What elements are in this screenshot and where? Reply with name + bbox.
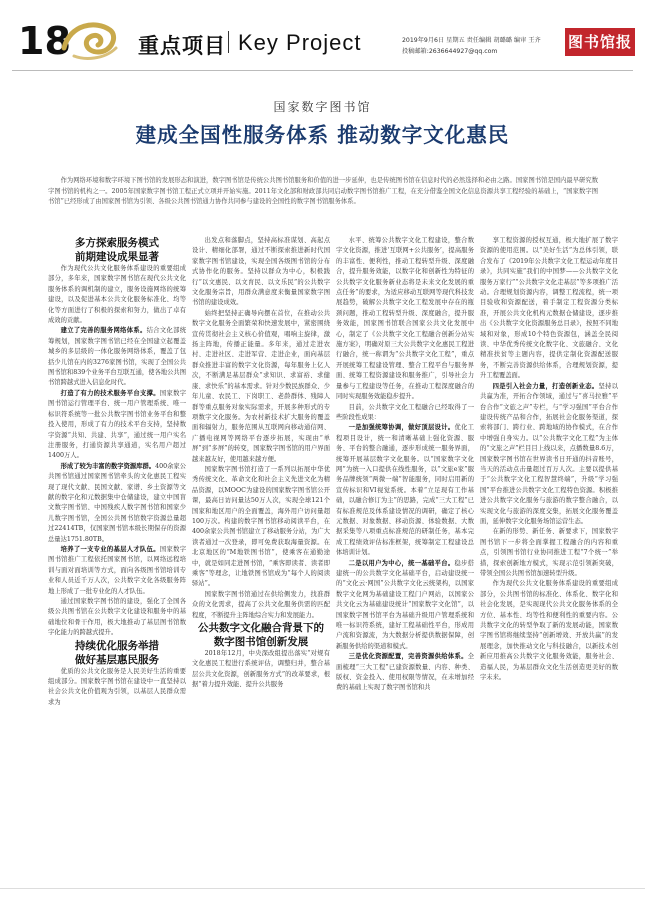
column-1-heading-2: 持续优化服务举措 做好基层惠民服务: [75, 639, 159, 666]
decorative-swirl-logo: [60, 18, 120, 62]
issue-date-editors: 2019年9月6日 星期五 责任编辑 胡璐璐 编审 王齐: [402, 37, 541, 44]
paragraph: 水平、统筹公共数字文化工程建设，整合数字文化资源，推进‘互联网+公共服务’，提高服务的丰富性、便利性，推动工程转型升级、深度融合，提升服务效能，以数字化和创新性为特征的公共数字文化服务新业态将是未来文化发展的重点任务”的要求，为适应移动互联网等现代科技发展趋势，破解公共数字文化工程发展中存在的瓶颈问题，推动工程转型升级、深度融合，提升服务效能，国家图书馆联合国家公共文化发展中心，制定了《公共数字文化工程融合创新分站实施方案》，明确对原三大公共数字文化惠民工程进行融合，统一称谓为“公共数字文化工程”，重点开展统筹工程建设管理、整合工程平台与服务界面、统筹工程资源建设和服务推广，引导社会力量参与工程建设等任务，在推动工程深度融合的同时实现服务效能稳步提升。: [336, 237, 474, 401]
paragraph: 作为现代公共文化服务体系建设的重要组成部分，多年来，国家数字图书馆在现代公共文化服务体系的调机制的建立，服务设施网络的统筹建设，以及促进基本公共文化服务标准化、均等化等方面进行了积极的探索和努力，做出了卓有成效的贡献。: [48, 265, 186, 325]
paragraph: 形成了较为丰富的数字资源库群。400余家公共图书馆通过国家图书馆牵头的文化惠民工程实现了现代文献、民国文献、家谱、乡土资源等文献的数字化和元数据集中仓储建设，建立中国盲文数字图书馆、中国残疾人数字图书馆和国家少儿数字图书馆，全国公共图书馆数字资源总量超过22414TB，仅国家图书馆本级长期保存的资源总量达1751.80TB。: [48, 462, 186, 543]
paragraph: 建立了完善的服务网络体系。结合文化部统筹规划，国家数字图书馆已经在全国建立起覆盖城乡的多层级的一体化服务网络体系，覆盖了包括少儿馆在内的3276家图书馆，实现了全国公共图书馆和839个业务平台互联互通，使各地公共图书馆跨越式进入信息化时代。: [48, 327, 186, 387]
page-number: 18: [18, 19, 71, 63]
paragraph: 国家数字图书馆打造了一系列以拓展中华优秀传统文化、革命文化和社会主义先进文化为精品资源，以MOOC为建设的国家数字图书馆公开课，最高日访问量达50万人次，实现全球121个国家和地区用户的全面覆盖，海外用户访问量超100万次。构建的数字图书馆移动阅读平台，在400余家公共图书馆建立了移动服务分站，为广大读者通过一次登录，即可免费获取海量资源。在北京地区的“M地铁图书馆”，使乘客在通勤途中，就是如同走进图书馆，“乘客即读者、读者即乘客”等理念，让地铁图书馆成为“每个人的阅读驿站”。: [192, 465, 330, 588]
paragraph: 出发点和落脚点，坚持高标准谋划、高起点设计、精细化部署，通过不断探索推进新时代国家数字图书馆建设，实现全国各级图书馆的分布式协作化的服务。坚持以群众为中心，积极践行“以文惠民、以文育民、以文乐民”的公共数字文化服务宗旨，用群众满意度来衡量国家数字图书馆的建设成效。: [192, 237, 330, 307]
paragraph: 二是以用户为中心，统一基础平台。稳步搭建统一的公共数字文化基础平台，启动建设统一的“文化云·网国”公共数字文化云统架构，以国家数字文化网为基础建设工程门户网站，以国家公共文化云为基础建设统计“国家数字文化馆”，以国家数字图书馆平台为基础升级用户管理系统和唯一标识符系统，建好工程基础性平台，形成用户流和资源流，为大数据分析提供数据保障，创新服务供给的渠道和模式。: [336, 559, 474, 650]
paragraph: 享工程资源的授权互通，极大地扩展了数字资源的使用范围。以“美好生活”为总体引领，联合发布了《2019年公共数字文化工程运动年度目录》，共同实施“我们的中国梦——公共数字文化服务万家行”“公共数字文化走基层”等多项推广活动。合理规划资源内容，调整工程流程，统一项目验收和资源配送，着手制定工程资源分类标准，开展公共文化机构元数据仓储建设，逐步推出《公共数字文化资源服务总目录》，按照不同地域和对象，形成10个特色资源包，涵盖全民阅读、中华优秀传统文化数字化、文旅融合、文化精准扶贫等主题内容，提供定制化资源配送服务，不断完善资源供给体系，合理规划资源，提升工程覆盖面。: [480, 237, 618, 380]
section-title: 重点项目: [138, 34, 226, 58]
paragraph: 始终把坚持正确导向摆在首位，在推动公共数字文化服务全面繁荣和快速发展中，紧密围绕宣传贯彻社会主义核心价值观，唱响主旋律，激扬主阵地，传播正能量。多年来，通过走进农村、走进社区、走进军营、走进企业，面向基层群众推进丰富的数字文化资源，每年服务上亿人次，不断满足基层群众“求知识、求富裕、求健康、求快乐”的基本需求。针对少数民族群众、少年儿童、农民工、下岗职工、老龄群体、残障人群等重点服务对象实际需求，开展多种形式的专项数字文化服务。为农村新技术扩大服务的覆盖面和辐射力，服务范围从互联网向移动通信网、广播电视网等网络平台逐步拓展，实现由“单屏”到“多屏”的转变，国家数字图书馆的用户界面越来越友好，使用越来越方便。: [192, 309, 330, 463]
section-title-en: Key Project: [238, 30, 362, 55]
submission-email: 投稿邮箱:2636644927@qq.com: [402, 48, 498, 55]
paragraph: 三是优化资源配置，完善资源供给体系。全面梳理“三大工程”已建资源数量、内容、种类、版权、资金投入、使用权限等情况，在未增加经费的基础上实现了数字图书馆和共: [336, 653, 474, 692]
paragraph: 目前，公共数字文化工程融合已经取得了一些阶段性成果：: [336, 403, 474, 421]
issue-info: [402, 35, 562, 57]
article-column-2: [192, 236, 330, 691]
paragraph: 在新的形势、新任务、新要求下，国家数字图书馆下一步将全面掌握工程融合的内容和重点，引领图书馆行业协同推进工程“7个统一”举措，探索创新地方模式，实现示范引领新突破，带领全国公共图书馆加速转型升级。: [480, 528, 618, 577]
paragraph: 四是引入社会力量，打造创新业态。坚持以共赢为准，开拓合作领域，通过与“喜马拉雅”平台合作“文旅之声”专栏，与“学习强国”平台合作建设传统产品和合作，拓展社会化服务渠道，探索将部门、跨行业、跨地域的协作模式，在合作中增强自身实力。以“公共数字文化工程”为主体的“文旅之声”栏目目上线以来，点播数量8.6万，国家数字图书馆在世界读书日开通的抖音账号，当天的活动点击量超过百万人次。主要以提供基于“公共数字文化工程智慧终端”，升级“学习强国”平台推进公共数字文化工程特色资源。积极推进公共数字文化服务与旅游的数字整合融合，以实现文化与旅游的深度交集，拓展文化服务覆盖面，延伸数字文化服务场馆运营生态。: [480, 382, 618, 525]
paragraph: 通过国家数字图书馆的建设，强化了全国各级公共图书馆在公共数字文化建设和服务中的基础地位和骨干作用，极大地推动了基层图书馆数字化能力的跨越式提升。: [48, 598, 186, 637]
paragraph: 优质的公共文化服务是人民美好生活的重要组成部分。国家数字图书馆在建设中一直坚持以社会公共文化价值观为引领，以基层人民群众需求为: [48, 667, 186, 706]
paragraph: 2018年12月，中央深改组提出落实“对规有文化惠民工程进行系统评估，调整归并，整合基层公共文化资源，创新服务方式”的改革要求，根据“着力提升效能、提升公共服务: [192, 650, 330, 689]
section-divider: [228, 31, 229, 53]
paragraph: 培养了一支专业的基层人才队伍。国家数字图书馆推广工程依托国家图书馆，以网络远程培训与面对面培训等方式，面向各级图书馆培训专业和人员近千万人次，公共数字文化各级服务阵地上形成了一批专业化的人才队伍。: [48, 545, 186, 595]
paragraph: 打造了有力的技术服务平台支撑。国家数字图书馆运行管理平台、统一用户管理系统、唯一标识符系统等一批公共数字图书馆业务平台和整投入使用，形成了有力的技术平台支持，坚持数字资源“共知、共建、共享”，通过统一用户实名注册服务，打通资源共享通道，实名用户超过1400万人。: [48, 389, 186, 460]
article-intro: 作为网络环境和数字环境下图书馆的发展形态和演进，数字图书馆是传统公共图书馆服务和价值的进一步延伸，也是传统图书馆在信息时代的必然选择和必由之路。国家图书馆是国内最早研究数字图书馆的机构之一。2005年国家数字图书馆工程正式立项并开始实施。2011年文化部和财政部共同启动数字图书馆推广工程，在充分借鉴全国文化信息资源共享工程经验的基础上，“国家数字图书馆”已经形成了由国家图书馆为引领、各级公共图书馆通力协作共同参与建设的全国性的数字图书馆服务体系。: [48, 177, 598, 205]
newspaper-masthead: 图书馆报: [565, 28, 635, 56]
paragraph: 一是加强统筹协调，做好顶层设计。优化工程项目设计，统一和清晰基础上强化资源、服务、平台的整合融通，逐步形成统一服务界面，统筹开展基层数字文化服务。以“国家数字文化网”为统一入口提供在线性服务，以“文旅e家”服务品牌统领“两微一端”智能服务，同时启用新的宣传标识和VI视觉系统。本着“立足现有工作基础，以融合修订为主”的思路，完成“三大工程”已有标准规范及体系建设情况的调研，确定了核心元数据、对象数据、移动资源、体验数据、大数据采集等八项重点标准规范的研制任务，基本完成工程绩效评估标准框架，统筹制定工程建设总体培训计划。: [336, 424, 474, 557]
article-column-3: [336, 236, 474, 694]
paragraph: 作为现代公共文化服务体系建设的重要组成部分，公共图书馆的标准化、体系化、数字化和社会化发展，是实现现代公共文化服务体系的全方位、基本性、均等性和便利性的重要内容。公共数字文化的转型争取了新的发展动能，国家数字图书馆将继续坚持“创新增效、开放共赢”的发展理念，加快推动文化与科技融合，以新技术创新应用推高公共数字文化服务效能，服务社会、造福人民，为基层群众文化生活创造更美好的数字未来。: [480, 580, 618, 682]
column-2-heading: 公共数字文化融合背景下的 数字图书馆创新发展: [198, 622, 324, 649]
article-headline: 建成全国性服务体系 推动数字文化惠民: [135, 123, 510, 147]
footer-rule: [0, 888, 645, 889]
paragraph: 国家数字图书馆通过在供给侧发力，找准群众的文化需求，提高了公共文化服务供需的匹配程度，不断提升主阵地综合实力和发展能力。: [192, 590, 330, 619]
article-subtitle: 国家数字图书馆: [273, 100, 372, 114]
header-rule: [12, 70, 633, 71]
column-1-heading-1: 多方探索服务模式 前期建设成果显著: [75, 237, 159, 263]
page-header: [0, 0, 645, 78]
article-column-4: [480, 236, 618, 683]
article-column-1: [48, 236, 186, 708]
